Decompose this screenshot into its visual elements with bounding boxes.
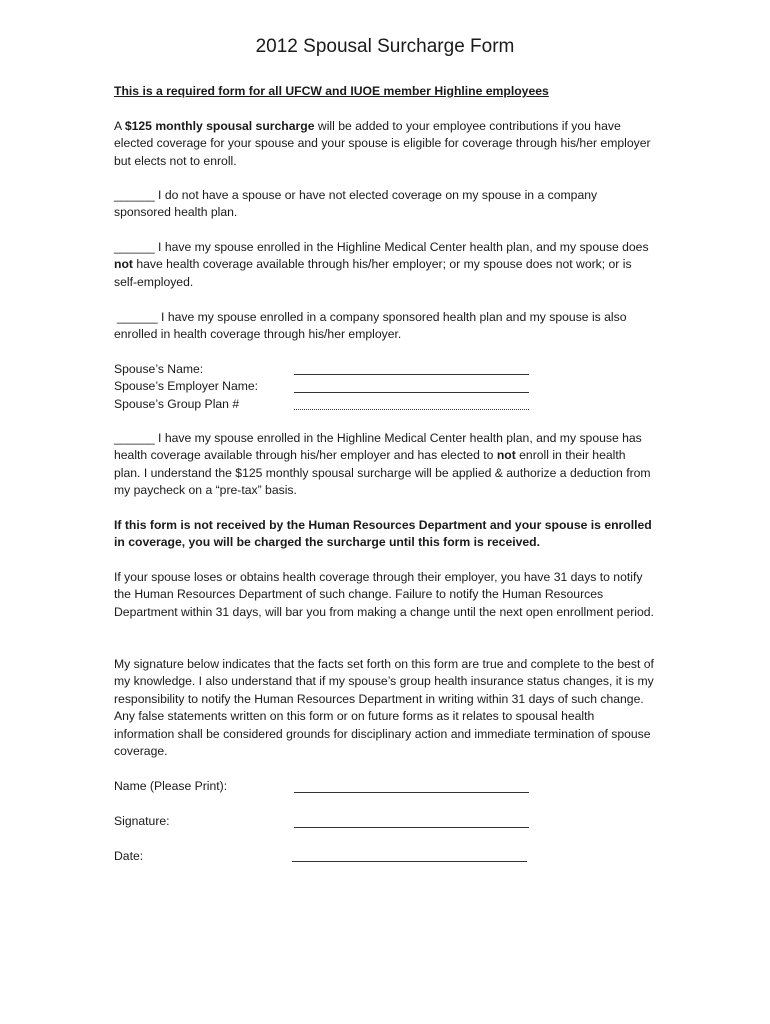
form-title: 2012 Spousal Surcharge Form bbox=[255, 36, 515, 57]
option-3-blank[interactable]: ______ bbox=[117, 310, 158, 324]
notice-paragraph: If your spouse loses or obtains health coverage through their employer, you have 31 days to notify the Human Resources Department of such change. Failure to notify the Human Resources Department within 31 days, will bar you from making a change until the next open enrollment period. bbox=[114, 570, 654, 619]
option-2-text-b: have health coverage available through his/her employer; or my spouse does not work; or is self-employed. bbox=[114, 257, 632, 289]
spouse-name-label: Spouse’s Name: bbox=[114, 362, 204, 376]
date-field[interactable] bbox=[292, 861, 527, 862]
certification-paragraph: My signature below indicates that the facts set forth on this form are true and complete to the best of my knowledge. I also understand that if my spouse’s group health insurance status changes, it is my responsibility to notify the Human Resources Department in writing within 31 days of such change. Any false statements written on this form or on future forms as it relates to spousal health information shall be considered grounds for disciplinary action and immediate termination of spouse coverage. bbox=[114, 657, 654, 759]
option-spouse-dual-coverage bbox=[114, 309, 654, 344]
intro-paragraph bbox=[114, 118, 654, 170]
spouse-employer-field[interactable] bbox=[294, 392, 529, 393]
option-4-bold: not bbox=[496, 448, 516, 463]
option-2-bold: not bbox=[114, 257, 133, 272]
date-label: Date: bbox=[114, 849, 144, 863]
print-name-field[interactable] bbox=[294, 792, 529, 793]
option-no-spouse bbox=[114, 187, 654, 222]
option-1-blank[interactable]: ______ bbox=[114, 188, 155, 202]
warning-paragraph: If this form is not received by the Human Resources Department and your spouse is enrolled in coverage, you will be charged the surcharge until this form is received. bbox=[114, 518, 652, 550]
spouse-name-field[interactable] bbox=[294, 374, 529, 375]
option-1-text: I do not have a spouse or have not elected coverage on my spouse in a company sponsored health plan. bbox=[114, 188, 598, 220]
intro-text: will be added to your employee contributions if you have elected coverage for your spouse and your spouse is eligible for coverage through his/her employer but elects not to enroll. bbox=[114, 119, 651, 168]
option-4-blank[interactable]: ______ bbox=[114, 431, 155, 445]
spouse-plan-label: Spouse’s Group Plan # bbox=[114, 397, 240, 411]
option-2-blank[interactable]: ______ bbox=[114, 240, 155, 254]
print-name-label: Name (Please Print): bbox=[114, 779, 228, 793]
spouse-plan-field[interactable] bbox=[294, 409, 529, 410]
option-4-text-a: I have my spouse enrolled in the Highline Medical Center health plan, and my spouse has health coverage available through his/her employer and has elected to bbox=[114, 431, 642, 463]
surcharge-amount: $125 monthly spousal surcharge bbox=[124, 119, 315, 133]
signature-field[interactable] bbox=[294, 827, 529, 828]
option-3-text: I have my spouse enrolled in a company sponsored health plan and my spouse is also enrolled in health coverage through his/her employer. bbox=[114, 310, 627, 342]
signature-label: Signature: bbox=[114, 814, 170, 828]
option-spouse-surcharge bbox=[114, 430, 654, 500]
intro-prefix: A bbox=[114, 119, 125, 133]
option-2-text-a: I have my spouse enrolled in the Highline Medical Center health plan, and my spouse does bbox=[154, 240, 649, 254]
spouse-employer-label: Spouse’s Employer Name: bbox=[114, 379, 259, 393]
option-spouse-no-coverage bbox=[114, 239, 654, 291]
form-subtitle: This is a required form for all UFCW and IUOE member Highline employees bbox=[114, 84, 549, 98]
option-4-text-b: enroll in their health plan. I understand the $125 monthly spousal surcharge will be applied & authorize a deduction from my paycheck on a “pre-tax” basis. bbox=[114, 448, 651, 498]
